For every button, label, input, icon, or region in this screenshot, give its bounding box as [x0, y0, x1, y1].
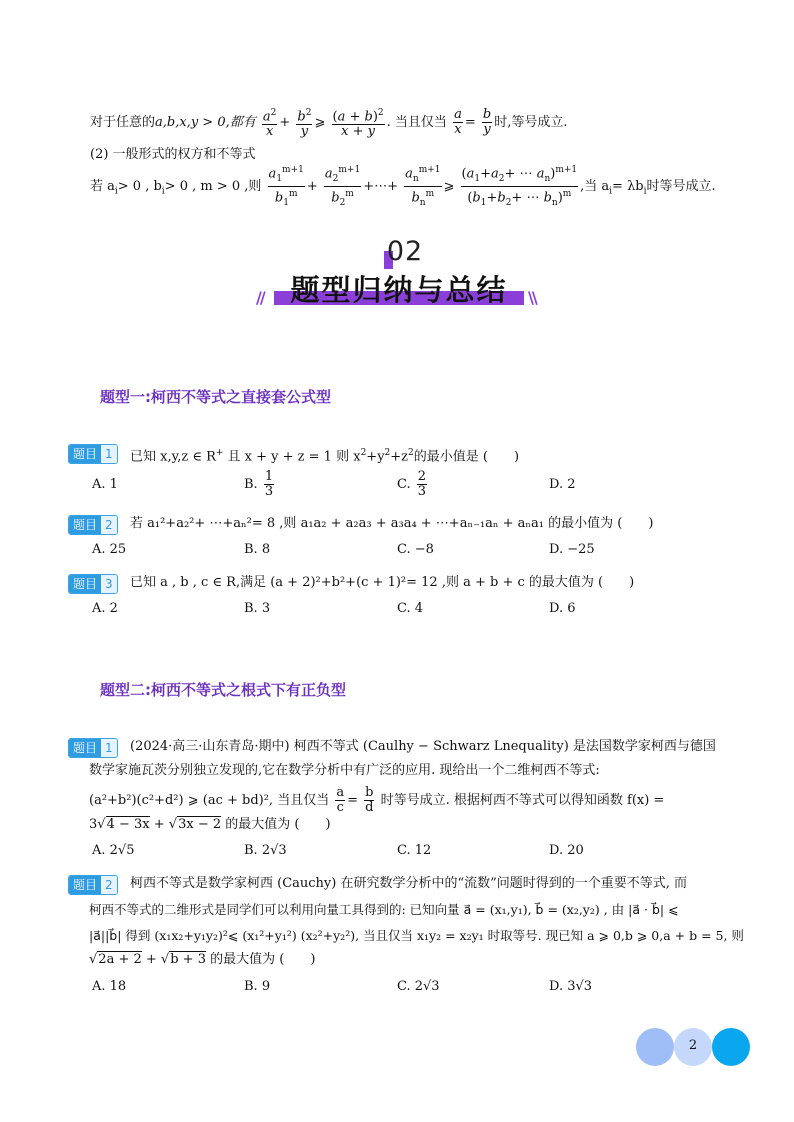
denominator: c: [336, 800, 344, 815]
problem-tag: [68, 444, 118, 464]
problem-tag: [68, 738, 118, 758]
problem-text-line: 3√4 − 3x + √3x − 2 的最大值为 ( ): [89, 817, 331, 832]
radicand: 2a + 2: [98, 952, 142, 967]
option-c: C. 4: [397, 601, 424, 616]
option-d: D. 6: [549, 601, 576, 616]
problem-tag-label: 题目: [69, 445, 101, 463]
option-d: D. 20: [549, 843, 584, 858]
option-a: A. 2√5: [92, 843, 135, 858]
radicand: 3x − 2: [178, 817, 222, 832]
numerator: b: [365, 785, 374, 800]
problem-text-line: √2a + 2 + √b + 3 的最大值为 ( ): [89, 952, 316, 967]
problem-text-line: 柯西不等式是数学家柯西 (Cauchy) 在研究数学分析中的“流数”问题时得到的一个重要不等式, 而: [130, 876, 688, 891]
intro-text: 时等号成立.: [646, 178, 716, 194]
category-heading-2: 题型二:柯西不等式之根式下有正负型: [100, 681, 347, 699]
page-badge-circle-right: [712, 1028, 750, 1066]
problem-text-line: (2024·高三·山东青岛·期中) 柯西不等式 (Caulhy − Schwarz Lnequality) 是法国数学家柯西与德国: [130, 739, 716, 754]
intro-text: . 当且仅当: [386, 115, 447, 131]
option-b: B. 8: [244, 542, 271, 557]
option-a: A. 25: [92, 542, 127, 557]
fraction: $\frac{a}{x}$: [454, 107, 462, 138]
problem-text-part: +y: [366, 449, 385, 465]
fraction: $\frac{a_2^{m+1}}{b_2^m}$: [324, 165, 361, 208]
problem-text-line: 数学家施瓦茨分别独立发现的,它在数学分析中有广泛的应用. 现给出一个二维柯西不等式:: [89, 763, 600, 778]
intro-text: = λb: [612, 178, 644, 194]
problem-tag-label: 题目: [69, 876, 101, 894]
fraction: [335, 786, 345, 815]
problem-text-part: +z: [390, 449, 409, 465]
problem-tag: [68, 875, 118, 895]
fraction: $\frac{a^2}{x}$: [262, 108, 277, 140]
denominator: d: [365, 800, 374, 815]
option-d: D. 2: [549, 477, 576, 492]
intro-vars: a,b,x,y > 0,都有: [155, 115, 256, 131]
option-a: A. 2: [92, 601, 118, 616]
fraction: $\frac{b^2}{y}$: [297, 108, 312, 140]
problem-tag: [68, 515, 118, 535]
problem-tag-number: 1: [101, 445, 117, 463]
problem-text-part: 的最小值是 ( ): [413, 449, 520, 465]
option-c: C. 12: [397, 843, 432, 858]
numerator: 2: [417, 469, 427, 484]
option-a: A. 1: [92, 477, 118, 492]
option-b: B. 3: [244, 601, 271, 616]
problem-tag: [68, 574, 118, 594]
intro-text: 若 a: [90, 178, 115, 194]
fraction: $\frac{(a_1+a_2+ \cdots a_n)^{m+1}}{(b_1+b_2+ \cdots b_n)^m}$: [461, 165, 578, 208]
fraction: $\frac{(a + b)^2}{x + y}$: [332, 108, 384, 140]
option-label: B.: [244, 477, 258, 492]
fraction: [264, 470, 274, 499]
section-number: 02: [386, 236, 424, 267]
right-slash-decoration: \\: [528, 288, 536, 307]
intro-text: 对于任意的: [90, 115, 156, 131]
problem-tag-number: 2: [101, 516, 117, 534]
problem-text: 已知 x,y,z ∈ R+ 且 x + y + z = 1 则 $x^2+y^2+z^2$的最小值是 ( ): [130, 448, 520, 465]
fraction: [364, 786, 374, 815]
plus: +: [149, 817, 169, 832]
problem-text: 已知 a , b , c ∈ R,满足 (a + 2)²+b²+(c + 1)²= 12 ,则 a + b + c 的最大值为 ( ): [130, 575, 635, 590]
problem-text-part: 且 x + y + z = 1 则 x: [223, 449, 361, 465]
denominator: 3: [417, 484, 427, 499]
intro-text: > 0 , b: [117, 178, 162, 194]
problem-text-part: 的最大值为 ( ): [210, 952, 316, 967]
problem-text-line: |a⃗||b⃗| 得到 (x₁x₂+y₁y₂)²⩽ (x₁²+y₁²) (x₂²+y₂²), 当且仅当 x₁y₂ = x₂y₁ 时取等号. 现已知 a ⩾ 0,b ⩾ 0,a + b = 5, 则: [89, 928, 744, 943]
problem-text-part: 时等号成立. 根据柯西不等式可以得知函数 f(x) =: [380, 793, 665, 808]
problem-text-part: 的最大值为 ( ): [225, 817, 331, 832]
numerator: a: [336, 785, 345, 800]
intro-text: 时,等号成立.: [494, 115, 568, 131]
option-a: A. 18: [92, 979, 127, 994]
intro-line-2: (2) 一般形式的权方和不等式: [90, 147, 256, 162]
problem-tag-label: 题目: [69, 516, 101, 534]
fraction: $\frac{a_n^{m+1}}{b_n^m}$: [405, 165, 441, 208]
option-label: C.: [397, 477, 411, 492]
problem-text-part: 已知 x,y,z ∈ R: [130, 449, 216, 465]
page-number: 2: [688, 1038, 698, 1053]
option-b: B. 2√3: [244, 843, 287, 858]
option-d: D. 3√3: [549, 979, 593, 994]
fraction: $\frac{b}{y}$: [482, 107, 492, 138]
option-c: C. −8: [397, 542, 434, 557]
problem-text-line: 柯西不等式的二维形式是同学们可以利用向量工具得到的: 已知向量 a⃗ = (x₁,y₁), b⃗ = (x₂,y₂) , 由 |a⃗ · b⃗| ⩽: [89, 902, 679, 917]
fraction: [417, 470, 427, 499]
coefficient: 3: [89, 817, 98, 832]
intro-text: ,当 a: [580, 178, 610, 194]
option-b: B. 9: [244, 979, 271, 994]
problem-tag-label: 题目: [69, 575, 101, 593]
option-c: C. 2√3: [397, 979, 440, 994]
radicand: b + 3: [170, 952, 206, 967]
fraction: $\frac{a_1^{m+1}}{b_1^m}$: [268, 165, 304, 208]
problem-text: 若 a₁²+a₂²+ ⋯+aₙ²= 8 ,则 a₁a₂ + a₂a₃ + a₃a₄ + ⋯+aₙ₋₁aₙ + aₙa₁ 的最小值为 ( ): [130, 516, 654, 531]
problem-tag-label: 题目: [69, 739, 101, 757]
plus: +: [141, 952, 161, 967]
left-slash-decoration: //: [256, 288, 264, 307]
radicand: 4 − 3x: [106, 817, 150, 832]
option-c: [397, 470, 429, 499]
intro-line-3: 若 $a_i> 0$ , $b_i> 0$ , m > 0 ,则 $\frac{a_1^{m+1}}{b_1^m}$ + $\frac{a_2^{m+1}}{b_2^m}$ +⋯+ $\frac{a_n^{m+1}}{b_n^m}$ ⩾ $\frac{(a_1+a_2+ \cdots a_n)^{m+1}}{(b_1+b_2+ \cdots b_n)^m}$ ,当 $a_i= \lambda b_i$时等号成立.: [90, 165, 716, 208]
problem-text-part: (a²+b²)(c²+d²) ⩾ (ac + bd)², 当且仅当: [89, 793, 330, 808]
problem-text-line: (a²+b²)(c²+d²) ⩾ (ac + bd)², 当且仅当 $\frac{a}{c}$ = $\frac{b}{d}$ 时等号成立. 根据柯西不等式可以得知函数 f(x) =: [89, 785, 665, 815]
intro-text: > 0 , m > 0 ,则: [164, 178, 262, 194]
problem-tag-number: 3: [101, 575, 117, 593]
denominator: 3: [264, 484, 274, 499]
problem-tag-number: 2: [101, 876, 117, 894]
option-b: [244, 470, 276, 499]
problem-tag-number: 1: [101, 739, 117, 757]
page-badge-circle-left: [636, 1028, 674, 1066]
numerator: 1: [264, 469, 274, 484]
section-title: 题型归纳与总结: [290, 273, 508, 307]
category-heading-1: 题型一:柯西不等式之直接套公式型: [100, 388, 332, 406]
option-d: D. −25: [549, 542, 595, 557]
intro-line-1: 对于任意的a,b,x,y > 0,都有 $\frac{a^2}{x}$ + $\frac{b^2}{y}$ ⩾ $\frac{(a + b)^2}{x + y}$ . 当且仅当 $\frac{a}{x}$ = $\frac{b}{y}$ 时,等号成立.: [90, 107, 568, 140]
